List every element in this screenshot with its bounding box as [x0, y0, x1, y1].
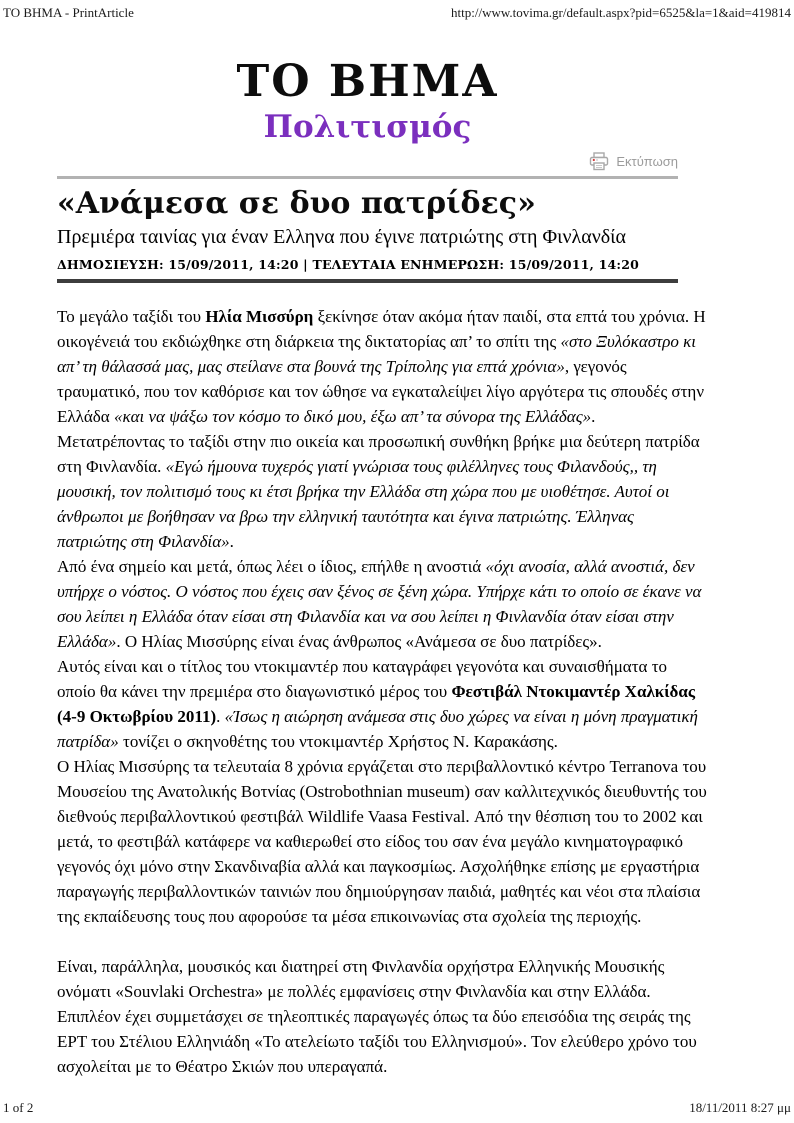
- divider-title: [57, 279, 678, 283]
- article-paragraph: Είναι, παράλληλα, μουσικός και διατηρεί στη Φινλανδία ορχήστρα Ελληνικής Μουσικής ονόματι «Souvlaki Orchestra» με πολλές εμφανίσεις στην Φινλανδία και στην Ελλάδα. Επιπλέον έχει συμμετάσχει σε τηλεοπτικές παραγωγές όπως τα δύο επεισόδια της σειράς της ΕΡΤ του Στέλιου Ελληνιάδη «Το ατελείωτο ταξίδι του Ελληνισμού». Τον ελεύθερο χρόνο του ασχολείται με το Θέατρο Σκιών που υπεραγαπά.: [57, 957, 697, 1076]
- print-header-title: TO BHMA - PrintArticle: [3, 5, 134, 20]
- printer-icon: [589, 152, 609, 171]
- article-column: [57, 0, 707, 1079]
- masthead: [57, 0, 678, 146]
- article-subtitle: Πρεμιέρα ταινίας για έναν Ελληνα που έγινε πατριώτης στη Φινλανδία: [57, 226, 627, 248]
- article-meta: ΔΗΜΟΣΙΕΥΣΗ: 15/09/2011, 14:20 | ΤΕΛΕΥΤΑΙΑ ΕΝΗΜΕΡΩΣΗ: 15/09/2011, 14:20: [57, 257, 640, 272]
- print-button-label: Εκτύπωση: [616, 153, 678, 169]
- page-number: 1 of 2: [3, 1100, 34, 1115]
- article-title: «Ανάμεσα σε δυο πατρίδες»: [57, 186, 536, 221]
- tovima-logo: TO BHMA: [236, 56, 499, 107]
- article-paragraph: Αυτός είναι και ο τίτλος του ντοκιμαντέρ που καταγράφει γεγονότα και συναισθήματα το οποίο θα κάνει την πρεμιέρα στο διαγωνιστικό μέρος του Φεστιβάλ Ντοκιμαντέρ Χαλκίδας (4-9 Οκτωβρίου 2011). «Ίσως η αιώρηση ανάμεσα στις δυο χώρες να είναι η μόνη πραγματική πατρίδα» τονίζει ο σκηνοθέτης του ντοκιμαντέρ Χρήστος Ν. Καρακάσης.: [57, 657, 698, 751]
- divider-top: [57, 176, 678, 179]
- print-button[interactable]: [57, 150, 678, 172]
- print-header-url: http://www.tovima.gr/default.aspx?pid=6525&la=1&aid=419814: [451, 5, 791, 20]
- article-paragraph: Από ένα σημείο και μετά, όπως λέει ο ίδιος, επήλθε η ανοστιά «όχι ανοσία, αλλά ανοστιά, δεν υπήρχε ο νόστος. Ο νόστος που έχεις σαν ξένος σε ξένη χώρα. Υπήρχε κάτι το οποίο σε έκανε να σου λείπει η Ελλάδα όταν είσαι στη Φιλανδία και να σου λείπει η Φινλανδία όταν είσαι στην Ελλάδα». Ο Ηλίας Μισσύρης είναι ένας άνθρωπος «Ανάμεσα σε δυο πατρίδες».: [57, 557, 702, 651]
- article-body: [57, 304, 707, 1079]
- article-paragraph: Το μεγάλο ταξίδι του Ηλία Μισσύρη ξεκίνησε όταν ακόμα ήταν παιδί, στα επτά του χρόνια. Η οικογένειά του εκδιώχθηκε στη διάρκεια της δικτατορίας απ’ το σπίτι της «στο Ξυλόκαστρο κι απ’ τη θάλασσά μας, μας στείλανε στα βουνά της Τρίπολης για επτά χρόνια», γεγονός τραυματικό, που τον καθόρισε και τον ώθησε να εγκαταλείψει λίγο αργότερα τις σπουδές στην Ελλάδα «και να ψάξω τον κόσμο το δικό μου, έξω απ’ τα σύνορα της Ελλάδας».: [57, 307, 706, 426]
- article-paragraph: Μετατρέποντας το ταξίδι στην πιο οικεία και προσωπική συνθήκη βρήκε μια δεύτερη πατρίδα στη Φινλανδία. «Εγώ ήμουνα τυχερός γιατί γνώρισα τους φιλέλληνες τους Φιλανδούς,, τη μουσική, τον πολιτισμό τους κι έτσι βρήκα την Ελλάδα στη χώρα που με υιοθέτησε. Αυτοί οι άνθρωποι με βοήθησαν να βρω την ελληνική ταυτότητα και έγινα πατριώτης. Έλληνας πατριώτης στη Φιλανδία».: [57, 432, 700, 551]
- browser-print-footer: [3, 1100, 791, 1116]
- article-paragraph: Ο Ηλίας Μισσύρης τα τελευταία 8 χρόνια εργάζεται στο περιβαλλοντικό κέντρο Terranova του Μουσείου της Ανατολικής Βοτνίας (Ostrobothnian museum) σαν καλλιτεχνικός διευθυντής του διεθνούς περιβαλλοντικού φεστιβάλ Wildlife Vaasa Festival. Από την θέσπιση του το 2002 και μετά, το φεστιβάλ κατάφερε να καθιερωθεί στο είδος του σαν ένα μεγάλο κινηματογραφικό γεγονός όχι μόνο στην Σκανδιναβία αλλά και παγκοσμίως. Ασχολήθηκε επίσης με εργαστήρια παραγωγής περιβαλλοντικών ταινιών που δημιούργησαν παιδιά, μαθητές και νέοι στα πλαίσια της εκπαίδευσης τους που αφορούσε τα μέσα επικοινωνίας στα σχολεία της περιοχής.: [57, 757, 707, 926]
- print-timestamp: 18/11/2011 8:27 μμ: [689, 1100, 791, 1115]
- section-label: Πολιτισμός: [263, 109, 472, 145]
